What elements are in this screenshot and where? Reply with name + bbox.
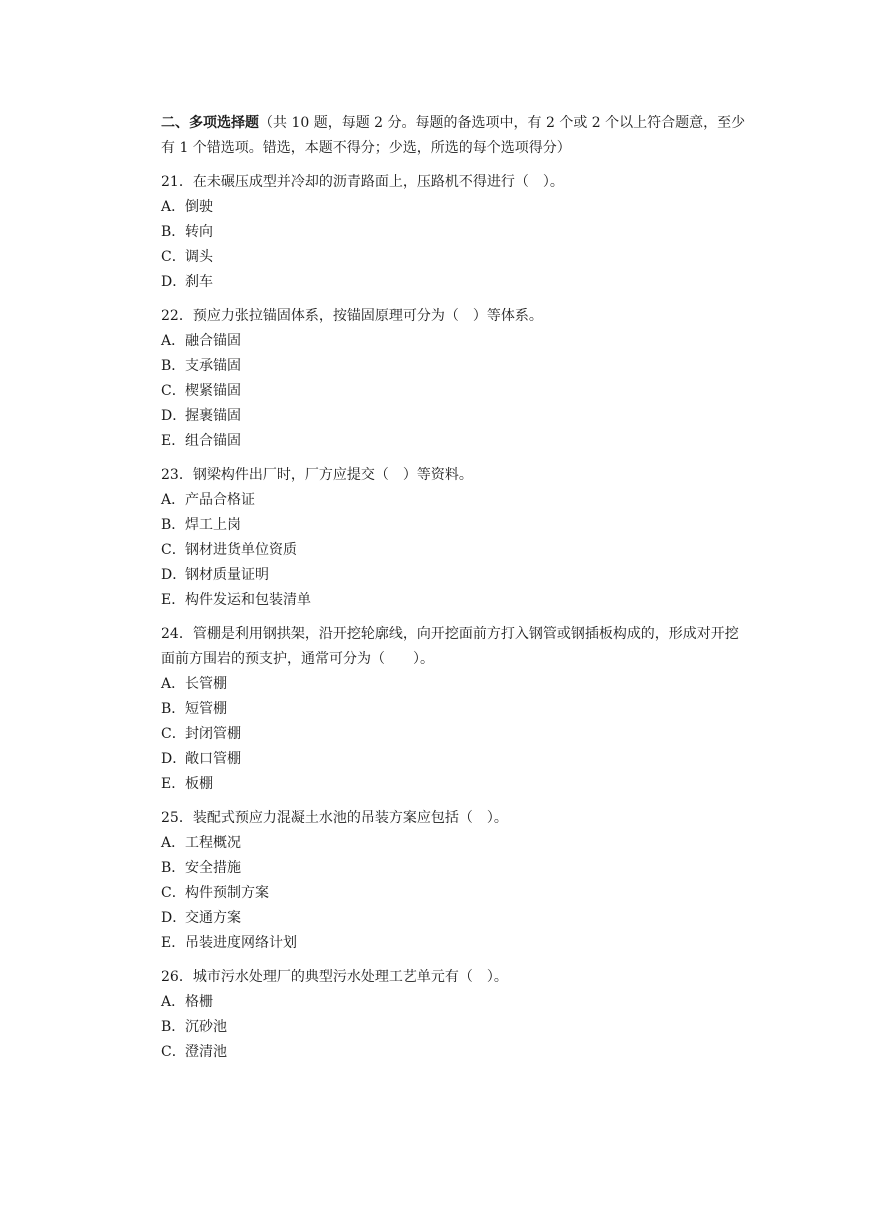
option-item [161, 563, 751, 588]
question-list [161, 170, 751, 1065]
question-stem: 23．钢梁构件出厂时，厂方应提交（ ）等资料。 [161, 467, 473, 483]
option-text: 钢材进货单位资质 [185, 542, 297, 558]
option-item [161, 195, 751, 220]
option-item [161, 379, 751, 404]
option-item [161, 354, 751, 379]
option-text: 楔紧锚固 [185, 383, 241, 399]
option-item [161, 906, 751, 931]
option-text: 敞口管棚 [185, 751, 241, 767]
option-text: 封闭管棚 [185, 726, 241, 742]
question-25 [161, 806, 751, 956]
option-item [161, 270, 751, 295]
section-title: 二、多项选择题 [161, 115, 259, 131]
option-item [161, 722, 751, 747]
option-text: 工程概况 [185, 835, 241, 851]
option-text: 安全措施 [185, 860, 241, 876]
question-22 [161, 304, 751, 454]
option-item [161, 588, 751, 613]
option-letter: A． [161, 492, 186, 508]
option-letter: B． [161, 701, 186, 717]
option-item [161, 404, 751, 429]
option-item [161, 881, 751, 906]
option-text: 沉砂池 [185, 1019, 227, 1035]
option-item [161, 513, 751, 538]
option-item [161, 538, 751, 563]
question-23 [161, 463, 751, 613]
option-letter: B． [161, 224, 186, 240]
option-text: 交通方案 [185, 910, 241, 926]
option-list [161, 329, 751, 454]
option-text: 钢材质量证明 [185, 567, 269, 583]
option-text: 握裹锚固 [185, 408, 241, 424]
option-letter: E． [161, 592, 186, 608]
option-letter: C． [161, 1044, 186, 1060]
option-text: 板棚 [185, 776, 213, 792]
option-item [161, 672, 751, 697]
option-text: 融合锚固 [185, 333, 241, 349]
option-letter: D． [161, 910, 187, 926]
option-text: 组合锚固 [185, 433, 241, 449]
option-letter: A． [161, 994, 186, 1010]
option-item [161, 1015, 751, 1040]
option-letter: C． [161, 249, 186, 265]
question-26 [161, 965, 751, 1065]
option-list [161, 488, 751, 613]
option-letter: A． [161, 676, 186, 692]
option-text: 刹车 [185, 274, 213, 290]
option-item [161, 329, 751, 354]
question-21 [161, 170, 751, 295]
option-list [161, 990, 751, 1065]
question-stem: 21．在未碾压成型并冷却的沥青路面上，压路机不得进行（ ）。 [161, 174, 564, 190]
option-text: 构件预制方案 [185, 885, 269, 901]
option-item [161, 747, 751, 772]
option-letter: C． [161, 542, 186, 558]
question-stem: 22．预应力张拉锚固体系，按锚固原理可分为（ ）等体系。 [161, 308, 543, 324]
option-item [161, 772, 751, 797]
option-item [161, 245, 751, 270]
option-letter: C． [161, 383, 186, 399]
question-24 [161, 622, 751, 797]
option-text: 长管棚 [185, 676, 227, 692]
option-letter: B． [161, 358, 186, 374]
option-item [161, 990, 751, 1015]
option-text: 转向 [185, 224, 213, 240]
option-letter: B． [161, 1019, 186, 1035]
option-item [161, 831, 751, 856]
option-item [161, 1040, 751, 1065]
option-item [161, 856, 751, 881]
section-header [161, 111, 751, 161]
option-list [161, 672, 751, 797]
option-letter: D． [161, 751, 187, 767]
option-text: 格栅 [185, 994, 213, 1010]
question-stem: 25．装配式预应力混凝土水池的吊装方案应包括（ ）。 [161, 810, 508, 826]
option-text: 支承锚固 [185, 358, 241, 374]
option-text: 产品合格证 [185, 492, 255, 508]
option-text: 吊装进度网络计划 [185, 935, 297, 951]
option-text: 倒驶 [185, 199, 213, 215]
option-text: 澄清池 [185, 1044, 227, 1060]
option-letter: D． [161, 274, 187, 290]
option-letter: E． [161, 935, 186, 951]
option-item [161, 488, 751, 513]
question-stem: 26．城市污水处理厂的典型污水处理工艺单元有（ ）。 [161, 969, 508, 985]
option-letter: E． [161, 776, 186, 792]
option-letter: A． [161, 333, 186, 349]
option-list [161, 831, 751, 956]
option-letter: C． [161, 885, 186, 901]
option-text: 焊工上岗 [185, 517, 241, 533]
option-text: 构件发运和包装清单 [185, 592, 311, 608]
option-letter: D． [161, 567, 187, 583]
section-instructions: （共 10 题，每题 2 分。每题的备选项中，有 2 个或 2 个以上符合题意，至少有 1 个错选项。错选，本题不得分；少选，所选的每个选项得分） [161, 115, 746, 156]
option-letter: C． [161, 726, 186, 742]
option-list [161, 195, 751, 295]
option-letter: D． [161, 408, 187, 424]
option-item [161, 429, 751, 454]
question-stem: 24．管棚是利用钢拱架，沿开挖轮廓线，向开挖面前方打入钢管或钢插板构成的，形成对开挖面前方围岩的预支护，通常可分为（ ）。 [161, 626, 739, 667]
option-letter: A． [161, 835, 186, 851]
option-letter: E． [161, 433, 186, 449]
option-item [161, 697, 751, 722]
exam-content [161, 111, 751, 1074]
option-letter: B． [161, 517, 186, 533]
option-text: 调头 [185, 249, 213, 265]
option-item [161, 220, 751, 245]
option-letter: A． [161, 199, 186, 215]
option-item [161, 931, 751, 956]
option-text: 短管棚 [185, 701, 227, 717]
option-letter: B． [161, 860, 186, 876]
